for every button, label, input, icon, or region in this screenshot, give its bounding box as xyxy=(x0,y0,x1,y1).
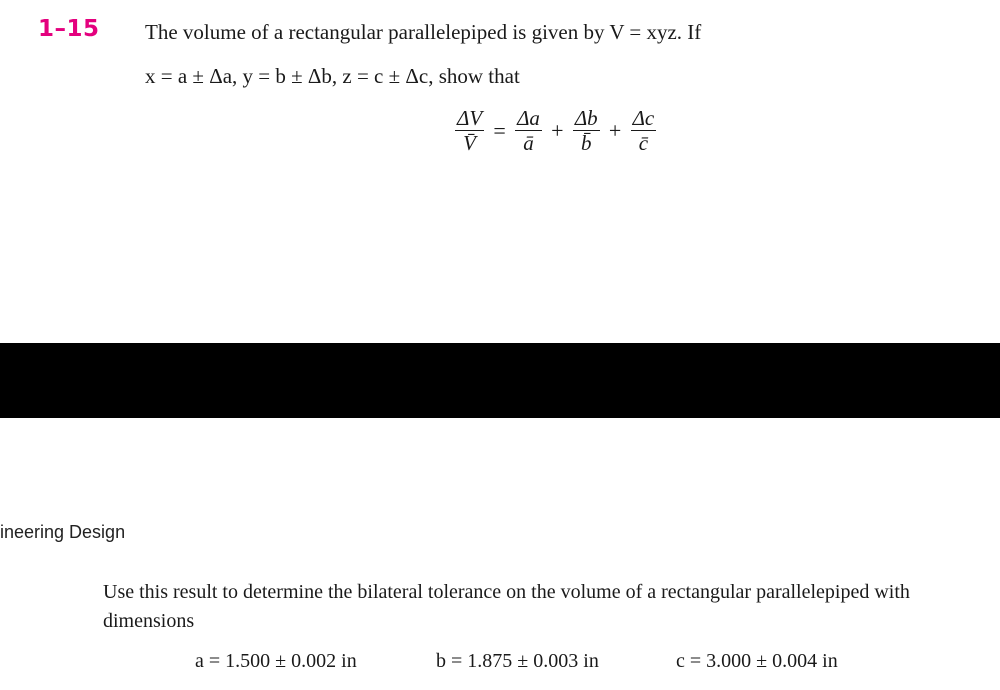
fraction-numerator: Δa xyxy=(517,106,540,130)
tolerance-formula xyxy=(455,106,656,155)
redaction-bar xyxy=(0,343,1000,418)
problem-statement-line2: x = a ± Δa, y = b ± Δb, z = c ± Δc, show that xyxy=(145,64,520,88)
fraction-numerator: Δb xyxy=(574,106,598,130)
plus-sign: + xyxy=(608,117,622,143)
dimension-a: a = 1.500 ± 0.002 in xyxy=(195,650,357,672)
fraction-b xyxy=(573,106,600,155)
fraction-numerator: Δc xyxy=(632,106,655,130)
problem-number: 1–15 xyxy=(38,16,100,42)
problem-statement-line1: The volume of a rectangular parallelepiped is given by V = xyz. If xyxy=(145,20,702,44)
fraction-denominator: b̄ xyxy=(580,131,592,155)
page-header: ineering Design xyxy=(0,522,126,542)
follow-up-question: Use this result to determine the bilateral tolerance on the volume of a rectangular parallelepiped with dimensions xyxy=(103,581,910,632)
fraction-denominator: V̄ xyxy=(463,131,476,155)
dimension-b: b = 1.875 ± 0.003 in xyxy=(436,650,599,672)
fraction-denominator: c̄ xyxy=(638,131,649,155)
plus-sign: + xyxy=(551,117,564,143)
fraction-volume xyxy=(455,106,484,155)
fraction-a xyxy=(515,106,542,155)
fraction-c xyxy=(631,106,657,155)
fraction-numerator: ΔV xyxy=(457,106,483,130)
dimension-c: c = 3.000 ± 0.004 in xyxy=(676,650,838,672)
equals-sign: = xyxy=(493,117,506,143)
fraction-denominator: ā xyxy=(523,131,534,155)
